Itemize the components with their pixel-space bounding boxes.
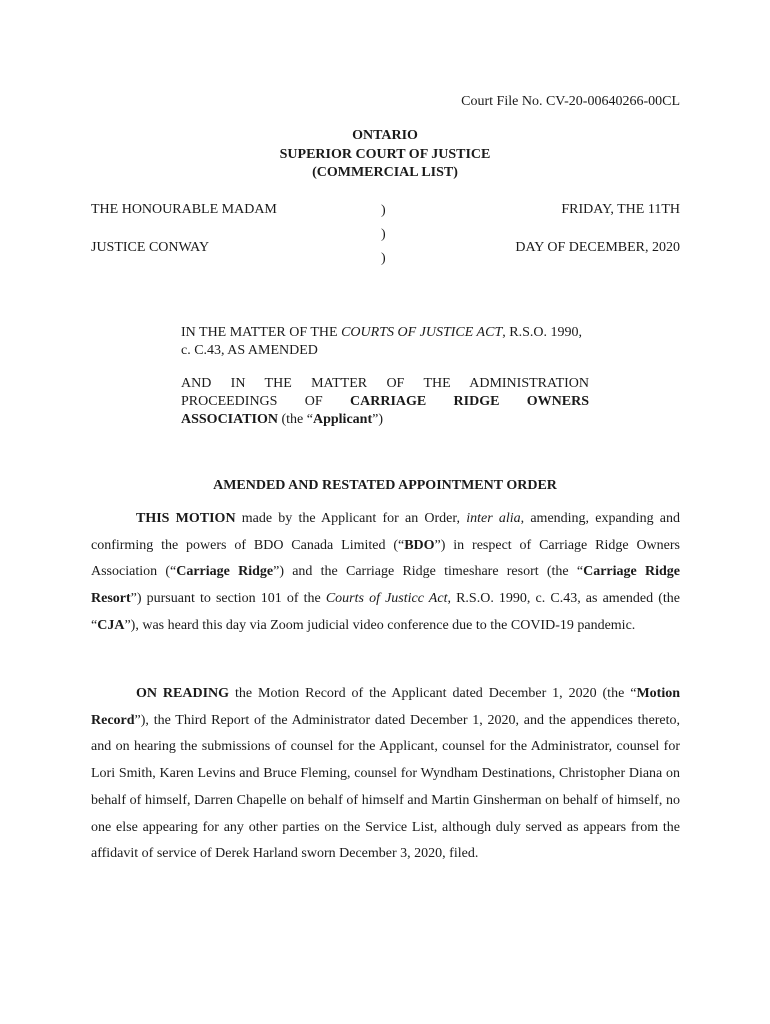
court-jurisdiction: ONTARIO	[352, 128, 418, 143]
matter-clause-2: AND IN THE MATTER OF THE ADMINISTRATION PROCEEDINGS OF CARRIAGE RIDGE OWNERS ASSOCIATION (the “Applicant”)	[181, 376, 589, 427]
judge-line-1: THE HONOURABLE MADAM	[91, 202, 277, 217]
court-name: SUPERIOR COURT OF JUSTICE	[279, 146, 491, 162]
court-heading	[0, 127, 770, 183]
date-line-1: FRIDAY, THE 11TH	[561, 202, 680, 217]
motion-paragraph: THIS MOTION made by the Applicant for an Order, inter alia, amending, expanding and confirming the powers of BDO Canada Limited (“BDO”) in respect of Carriage Ridge Owners Association (“Carriage Ridge”) and the Carriage Ridge timeshare resort (the “Carriage Ridge Resort”) pursuant to section 101 of the Courts of Justicc Act, R.S.O. 1990, c. C.43, as amended (the “CJA”), was heard this day via Zoom judicial video conference due to the COVID-19 pandemic.	[91, 511, 680, 633]
act-name: COURTS OF JUSTICE ACT	[341, 325, 503, 340]
bracket-paren-2: )	[381, 227, 386, 242]
court-list: (COMMERCIAL LIST)	[312, 165, 458, 180]
date-line-2: DAY OF DECEMBER, 2020	[515, 240, 680, 255]
matter-clause-1: IN THE MATTER OF THE COURTS OF JUSTICE ACT, R.S.O. 1990, c. C.43, AS AMENDED	[181, 325, 582, 358]
court-file-number: Court File No. CV-20-00640266-00CL	[461, 94, 680, 109]
applicant-name: CARRIAGE RIDGE OWNERS ASSOCIATION	[181, 394, 589, 427]
reading-paragraph: ON READING the Motion Record of the Applicant dated December 1, 2020 (the “Motion Record”), the Third Report of the Administrator dated December 1, 2020, and the appendices thereto, and on hearing the submissions of counsel for the Applicant, counsel for the Administrator, counsel for Lori Smith, Karen Levins and Bruce Fleming, counsel for Wyndham Destinations, Christopher Diana on behalf of himself, Darren Chapelle on behalf of himself and Martin Ginsherman on behalf of himself, no one else appearing for any other parties on the Service List, although duly served as appears from the affidavit of service of Derek Harland sworn December 3, 2020, filed.	[91, 686, 680, 862]
order-title: AMENDED AND RESTATED APPOINTMENT ORDER	[213, 478, 557, 493]
judge-line-2: JUSTICE CONWAY	[91, 240, 210, 255]
bracket-paren-3: )	[381, 251, 386, 266]
bracket-paren-1: )	[381, 203, 386, 218]
